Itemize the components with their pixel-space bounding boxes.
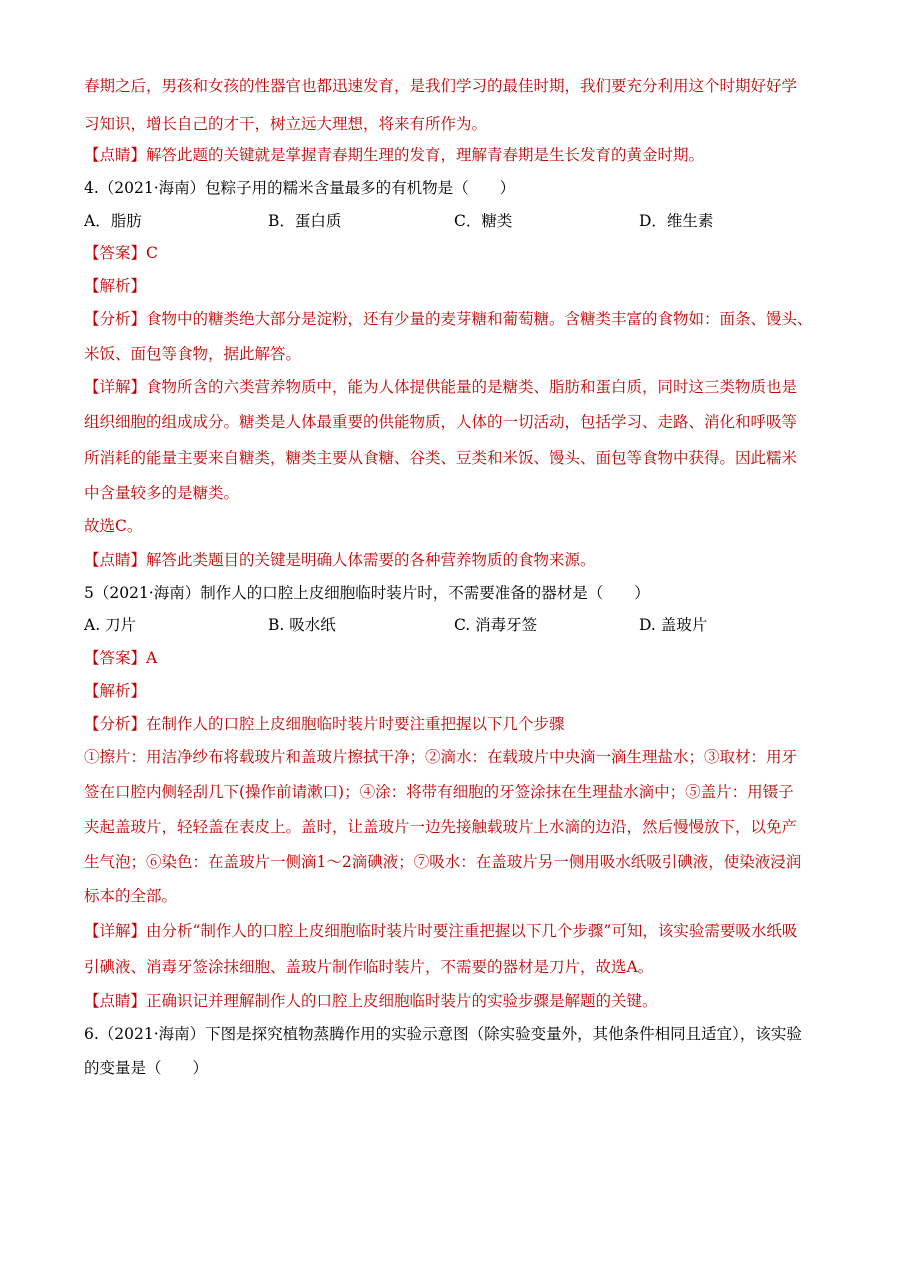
text-line: 所消耗的能量主要来自糖类，糖类主要从食糖、谷类、豆类和米饭、馒头、面包等食物中获得。因此糯米 bbox=[84, 449, 798, 467]
q4-option-a: A．脂肪 bbox=[84, 212, 142, 230]
text-line: 生气泡；⑥染色：在盖玻片一侧滴1～2滴碘液；⑦吸水：在盖玻片另一侧用吸水纸吸引碘液，使染液浸润 bbox=[84, 853, 802, 871]
text-line: 春期之后，男孩和女孩的性器官也都迅速发育，是我们学习的最佳时期，我们要充分利用这个时期好好学 bbox=[84, 77, 798, 95]
text-line: 【答案】A bbox=[84, 649, 158, 667]
text-line: ①擦片：用洁净纱布将载玻片和盖玻片擦拭干净；②滴水：在载玻片中央滴一滴生理盐水；③取材：用牙 bbox=[84, 748, 798, 766]
text-line: 【详解】由分析“制作人的口腔上皮细胞临时装片时要注重把握以下几个步骤”可知，该实验需要吸水纸吸 bbox=[84, 922, 798, 940]
text-line: 引碘液、消毒牙签涂抹细胞、盖玻片制作临时装片，不需要的器材是刀片，故选A。 bbox=[84, 958, 654, 976]
text-line: 【解析】 bbox=[84, 277, 147, 295]
text-line: 【答案】C bbox=[84, 244, 158, 262]
text-line: 签在口腔内侧轻刮几下(操作前请漱口)；④涂：将带有细胞的牙签涂抹在生理盐水滴中；⑤盖片：用镊子 bbox=[84, 783, 794, 801]
text-line: 组织细胞的组成成分。糖类是人体最重要的供能物质，人体的一切活动，包括学习、走路、消化和呼吸等 bbox=[84, 413, 798, 431]
text-line: 故选C。 bbox=[84, 517, 143, 535]
text-line: 5（2021·海南）制作人的口腔上皮细胞临时装片时，不需要准备的器材是（ ） bbox=[84, 584, 650, 602]
q5-options bbox=[84, 615, 829, 635]
q4-option-b: B．蛋白质 bbox=[268, 212, 342, 230]
text-line: 【分析】食物中的糖类绝大部分是淀粉，还有少量的麦芽糖和葡萄糖。含糖类丰富的食物如：面条、馒头、 bbox=[84, 310, 813, 328]
text-line: 【点睛】正确识记并理解制作人的口腔上皮细胞临时装片的实验步骤是解题的关键。 bbox=[84, 992, 658, 1010]
q5-option-d: D. 盖玻片 bbox=[639, 616, 708, 634]
text-line: 习知识，增长自己的才干，树立远大理想，将来有所作为。 bbox=[84, 115, 488, 133]
q5-option-a: A. 刀片 bbox=[84, 616, 137, 634]
q4-options bbox=[84, 211, 829, 231]
text-line: 【解析】 bbox=[84, 682, 147, 700]
text-line: 【点睛】解答此类题目的关键是明确人体需要的各种营养物质的食物来源。 bbox=[84, 551, 596, 569]
text-line: 标本的全部。 bbox=[84, 887, 178, 905]
text-line: 的变量是（ ） bbox=[84, 1059, 209, 1077]
q5-option-c: C. 消毒牙签 bbox=[454, 616, 538, 634]
text-line: 中含量较多的是糖类。 bbox=[84, 484, 240, 502]
text-line: 4.（2021·海南）包粽子用的糯米含量最多的有机物是（ ） bbox=[84, 179, 516, 197]
text-line: 【点睛】解答此题的关键就是掌握青春期生理的发育，理解青春期是生长发育的黄金时期。 bbox=[84, 146, 705, 164]
text-line: 【分析】在制作人的口腔上皮细胞临时装片时要注重把握以下几个步骤 bbox=[84, 715, 565, 733]
text-line: 6.（2021·海南）下图是探究植物蒸腾作用的实验示意图（除实验变量外，其他条件相同且适宜），该实验 bbox=[84, 1025, 802, 1043]
q4-option-d: D．维生素 bbox=[639, 212, 714, 230]
text-line: 【详解】食物所含的六类营养物质中，能为人体提供能量的是糖类、脂肪和蛋白质，同时这三类物质也是 bbox=[84, 378, 798, 396]
q4-option-c: C．糖类 bbox=[454, 212, 513, 230]
text-line: 米饭、面包等食物，据此解答。 bbox=[84, 345, 302, 363]
q5-option-b: B. 吸水纸 bbox=[268, 616, 336, 634]
text-line: 夹起盖玻片，轻轻盖在表皮上。盖时，让盖玻片一边先接触载玻片上水滴的边沿，然后慢慢放下，以免产 bbox=[84, 818, 798, 836]
